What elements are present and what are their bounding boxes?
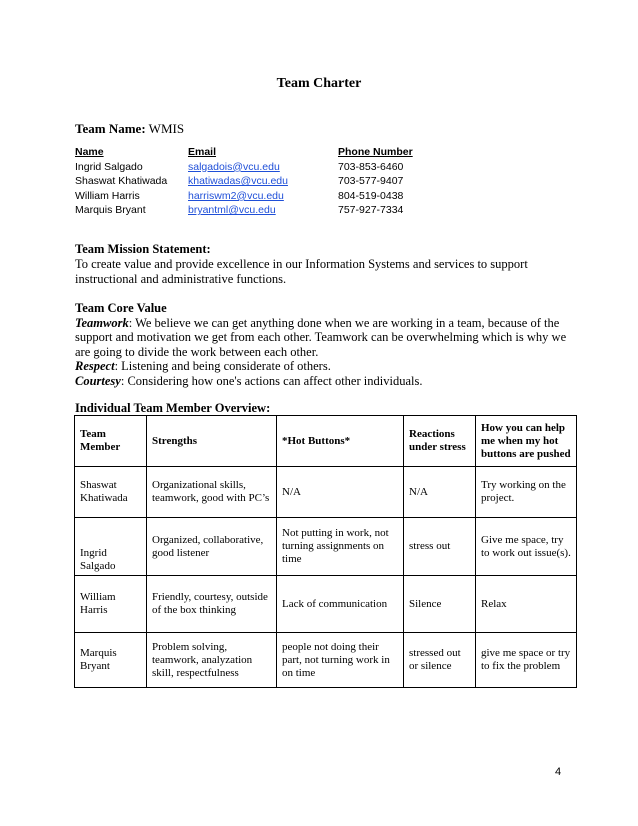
core-value-respect [75, 359, 575, 374]
cell-help: Relax [476, 576, 577, 633]
cell-strengths: Problem solving, teamwork, analyzation skill, respectfulness [147, 633, 277, 688]
contact-row [75, 189, 413, 204]
contact-name: Shaswat Khatiwada [75, 175, 168, 188]
table-row [75, 467, 577, 518]
respect-text: : Listening and being considerate of others. [114, 359, 331, 373]
cell-reactions: N/A [404, 467, 476, 518]
core-value-courtesy [75, 374, 575, 389]
contact-row [75, 160, 413, 175]
page-number: 4 [555, 766, 562, 778]
core-value-section [75, 301, 575, 388]
contact-row [75, 174, 413, 189]
core-value-teamwork [75, 316, 575, 360]
member-overview-table [74, 415, 577, 688]
cell-help: give me space or try to fix the problem [476, 633, 577, 688]
contact-header-row [75, 145, 413, 160]
contact-phone: 703-853-6460 [338, 160, 404, 173]
contact-row [75, 203, 413, 218]
contact-list [75, 145, 413, 218]
cell-strengths: Friendly, courtesy, outside of the box thinking [147, 576, 277, 633]
table-row [75, 518, 577, 576]
contact-email-link[interactable]: bryantml@vcu.edu [188, 204, 276, 217]
overview-heading: Individual Team Member Overview: [75, 401, 271, 415]
header-reactions: Reactions under stress [404, 416, 476, 467]
courtesy-label: Courtesy [75, 373, 121, 388]
cell-hot-buttons: Lack of communication [277, 576, 404, 633]
team-name-value: WMIS [148, 121, 185, 136]
mission-heading: Team Mission Statement: [75, 242, 211, 256]
courtesy-text: : Considering how one's actions can affect other individuals. [120, 373, 423, 388]
team-name-label: Team Name: [75, 121, 146, 136]
cell-reactions: stress out [404, 518, 476, 576]
contact-email-link[interactable]: salgadois@vcu.edu [188, 160, 280, 173]
cell-member: Ingrid Salgado [75, 518, 147, 576]
teamwork-label: Teamwork [75, 315, 129, 330]
contact-name: Ingrid Salgado [75, 160, 143, 173]
contact-email-link[interactable]: khatiwadas@vcu.edu [188, 175, 288, 188]
contact-email-link[interactable]: harriswm2@vcu.edu [188, 189, 284, 202]
teamwork-text: : We believe we can get anything done when we are working in a team, because of the support and motivation we get from each other. Teamwork can be overwhelming which is why we are going to divide the work between each other. [75, 315, 567, 359]
document-title: Team Charter [276, 76, 362, 91]
cell-member: Shaswat Khatiwada [75, 467, 147, 518]
cell-strengths: Organized, collaborative, good listener [147, 518, 277, 576]
table-header-row [75, 416, 577, 467]
contact-header-email: Email [188, 146, 217, 158]
cell-help: Try working on the project. [476, 467, 577, 518]
header-hot-buttons: *Hot Buttons* [277, 416, 404, 467]
cell-member: Marquis Bryant [75, 633, 147, 688]
contact-header-name: Name [75, 146, 104, 158]
cell-member: William Harris [75, 576, 147, 633]
contact-phone: 703-577-9407 [338, 175, 404, 188]
cell-strengths: Organizational skills, teamwork, good with PC’s [147, 467, 277, 518]
cell-hot-buttons: people not doing their part, not turning work in on time [277, 633, 404, 688]
table-row [75, 633, 577, 688]
cell-reactions: stressed out or silence [404, 633, 476, 688]
cell-hot-buttons: N/A [277, 467, 404, 518]
mission-text: To create value and provide excellence in our Information Systems and services to support instructional and administrative functions. [75, 257, 528, 286]
respect-label: Respect [75, 359, 115, 373]
contact-phone: 804-519-0438 [338, 189, 404, 202]
cell-hot-buttons: Not putting in work, not turning assignments on time [277, 518, 404, 576]
table-row [75, 576, 577, 633]
mission-section [75, 242, 575, 287]
header-team-member: Team Member [75, 416, 147, 467]
contact-name: William Harris [75, 189, 140, 202]
core-value-heading: Team Core Value [75, 301, 167, 315]
cell-help: Give me space, try to work out issue(s). [476, 518, 577, 576]
team-name-line [75, 121, 184, 137]
contact-name: Marquis Bryant [75, 204, 146, 217]
contact-phone: 757-927-7334 [338, 204, 404, 217]
header-strengths: Strengths [147, 416, 277, 467]
cell-reactions: Silence [404, 576, 476, 633]
contact-header-phone: Phone Number [338, 146, 413, 158]
header-help: How you can help me when my hot buttons are pushed [476, 416, 577, 467]
